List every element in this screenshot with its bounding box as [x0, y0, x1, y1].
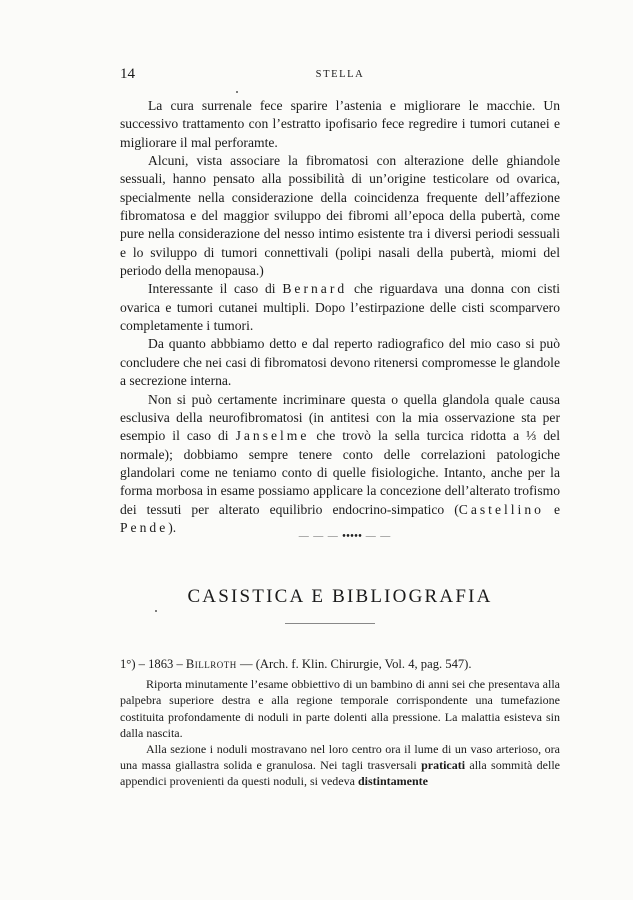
paragraph-1: La cura surrenale fece sparire l’astenia e migliorare le macchie. Un successivo trattamento con l’estratto ipofisario fece regredire i tumori cutanei e migliorare il mal perforamte.	[120, 98, 560, 150]
paragraph-5	[120, 391, 560, 538]
paragraph-5-end: ).	[168, 519, 177, 535]
paragraph-4: Da quanto abbbiamo detto e dal reperto radiografico del mio caso si può concludere che nei casi di fibromatosi devono ritenersi compromesse le glandole a secrezione interna.	[120, 336, 560, 389]
entry-paragraph-2-text-a: Alla sezione i noduli mostravano nel loro centro ora il lume di un vaso arterioso, ora una massa giallastra solida e granulosa. Nei tagli trasversali	[120, 742, 560, 773]
paragraph-3	[120, 280, 560, 335]
title-underline	[285, 623, 375, 624]
print-speck	[155, 610, 157, 612]
bibliography-entry	[120, 656, 560, 790]
entry-paragraph-1: Riporta minutamente l’esame obbiettivo di un bambino di anni sei che presentava alla palpebra superiore destra e alla regione temporale corrispondente una tumefazione costituita profondamente di noduli in parte dolenti alla pressione. La malattia esisteva sin dalla nascita.	[120, 677, 560, 740]
author-castellino: Castellino	[458, 501, 544, 517]
author-bernard: Bernard	[282, 281, 348, 297]
entry-number-year: 1°) – 1863 –	[120, 657, 186, 671]
paragraph-2: Alcuni, vista associare la fibromatosi con alterazione delle ghiandole sessuali, hanno pensato alla possibilità di un’origine testicolare od ovarica, specialmente nella considerazione della coincidenza frequente dell’affezione fibromatosa e del maggior sviluppo dei fibromi all’epoca della pubertà, come pure nella considerazione del nesso intimo esistente tra i diversi periodi sessuali e lo sviluppo di tumori connettivali (polipi nasali della pubertà, miomi del periodo della menopausa.)	[120, 153, 560, 279]
author-janselme: Janselme	[235, 428, 310, 444]
section-title: CASISTICA E BIBLIOGRAFIA	[187, 586, 493, 607]
divider-dots: •••••	[342, 531, 363, 542]
entry-paragraph-2-text-b: alla sommità delle appendici provenienti da questi noduli, si vedeva	[120, 758, 560, 789]
divider-right-dashes: — —	[365, 531, 392, 542]
body-text	[120, 97, 560, 537]
entry-citation: — (Arch. f. Klin. Chirurgie, Vol. 4, pag. 547).	[236, 657, 472, 671]
entry-heading	[120, 656, 560, 672]
paragraph-5-text-b: che trovò la sella turcica ridotta a ⅓ del normale); dobbiamo sempre tenere conto delle correlazioni patologiche glandolari come ne teniamo conto di quelle fisiologiche. Intanto, anche per la forma morbosa in esame possiamo applicare la concezione dell’alterato trofismo dei tessuti per alterato equilibrio endocrino-simpatico (	[120, 428, 560, 517]
page-header	[120, 66, 560, 86]
entry-bold-word-2: distintamente	[357, 774, 428, 789]
running-head: STELLA	[315, 69, 365, 80]
page-number: 14	[120, 66, 135, 82]
entry-bold-word-1: praticati	[421, 758, 466, 773]
section-divider	[255, 532, 435, 542]
entry-paragraph-2	[120, 741, 560, 790]
paragraph-3-text-a: Interessante il caso di	[148, 281, 283, 297]
entry-author: Billroth	[185, 657, 237, 671]
paragraph-3-text-b: che riguardava una donna con cisti ovarica e tumori cutanei multipli. Dopo l’estirpazione delle cisti scomparvero completamente i tumori.	[120, 281, 560, 334]
print-speck	[236, 91, 238, 93]
paragraph-5-text-a: Non si può certamente incriminare questa o quella glandola quale causa esclusiva della neurofibromatosi (in antitesi con la mia osservazione sta per esempio il caso di	[120, 391, 560, 444]
divider-left-dashes: — — —	[298, 531, 339, 542]
paragraph-5-conjunction: e	[543, 501, 560, 517]
author-pende: Pende	[120, 519, 169, 535]
